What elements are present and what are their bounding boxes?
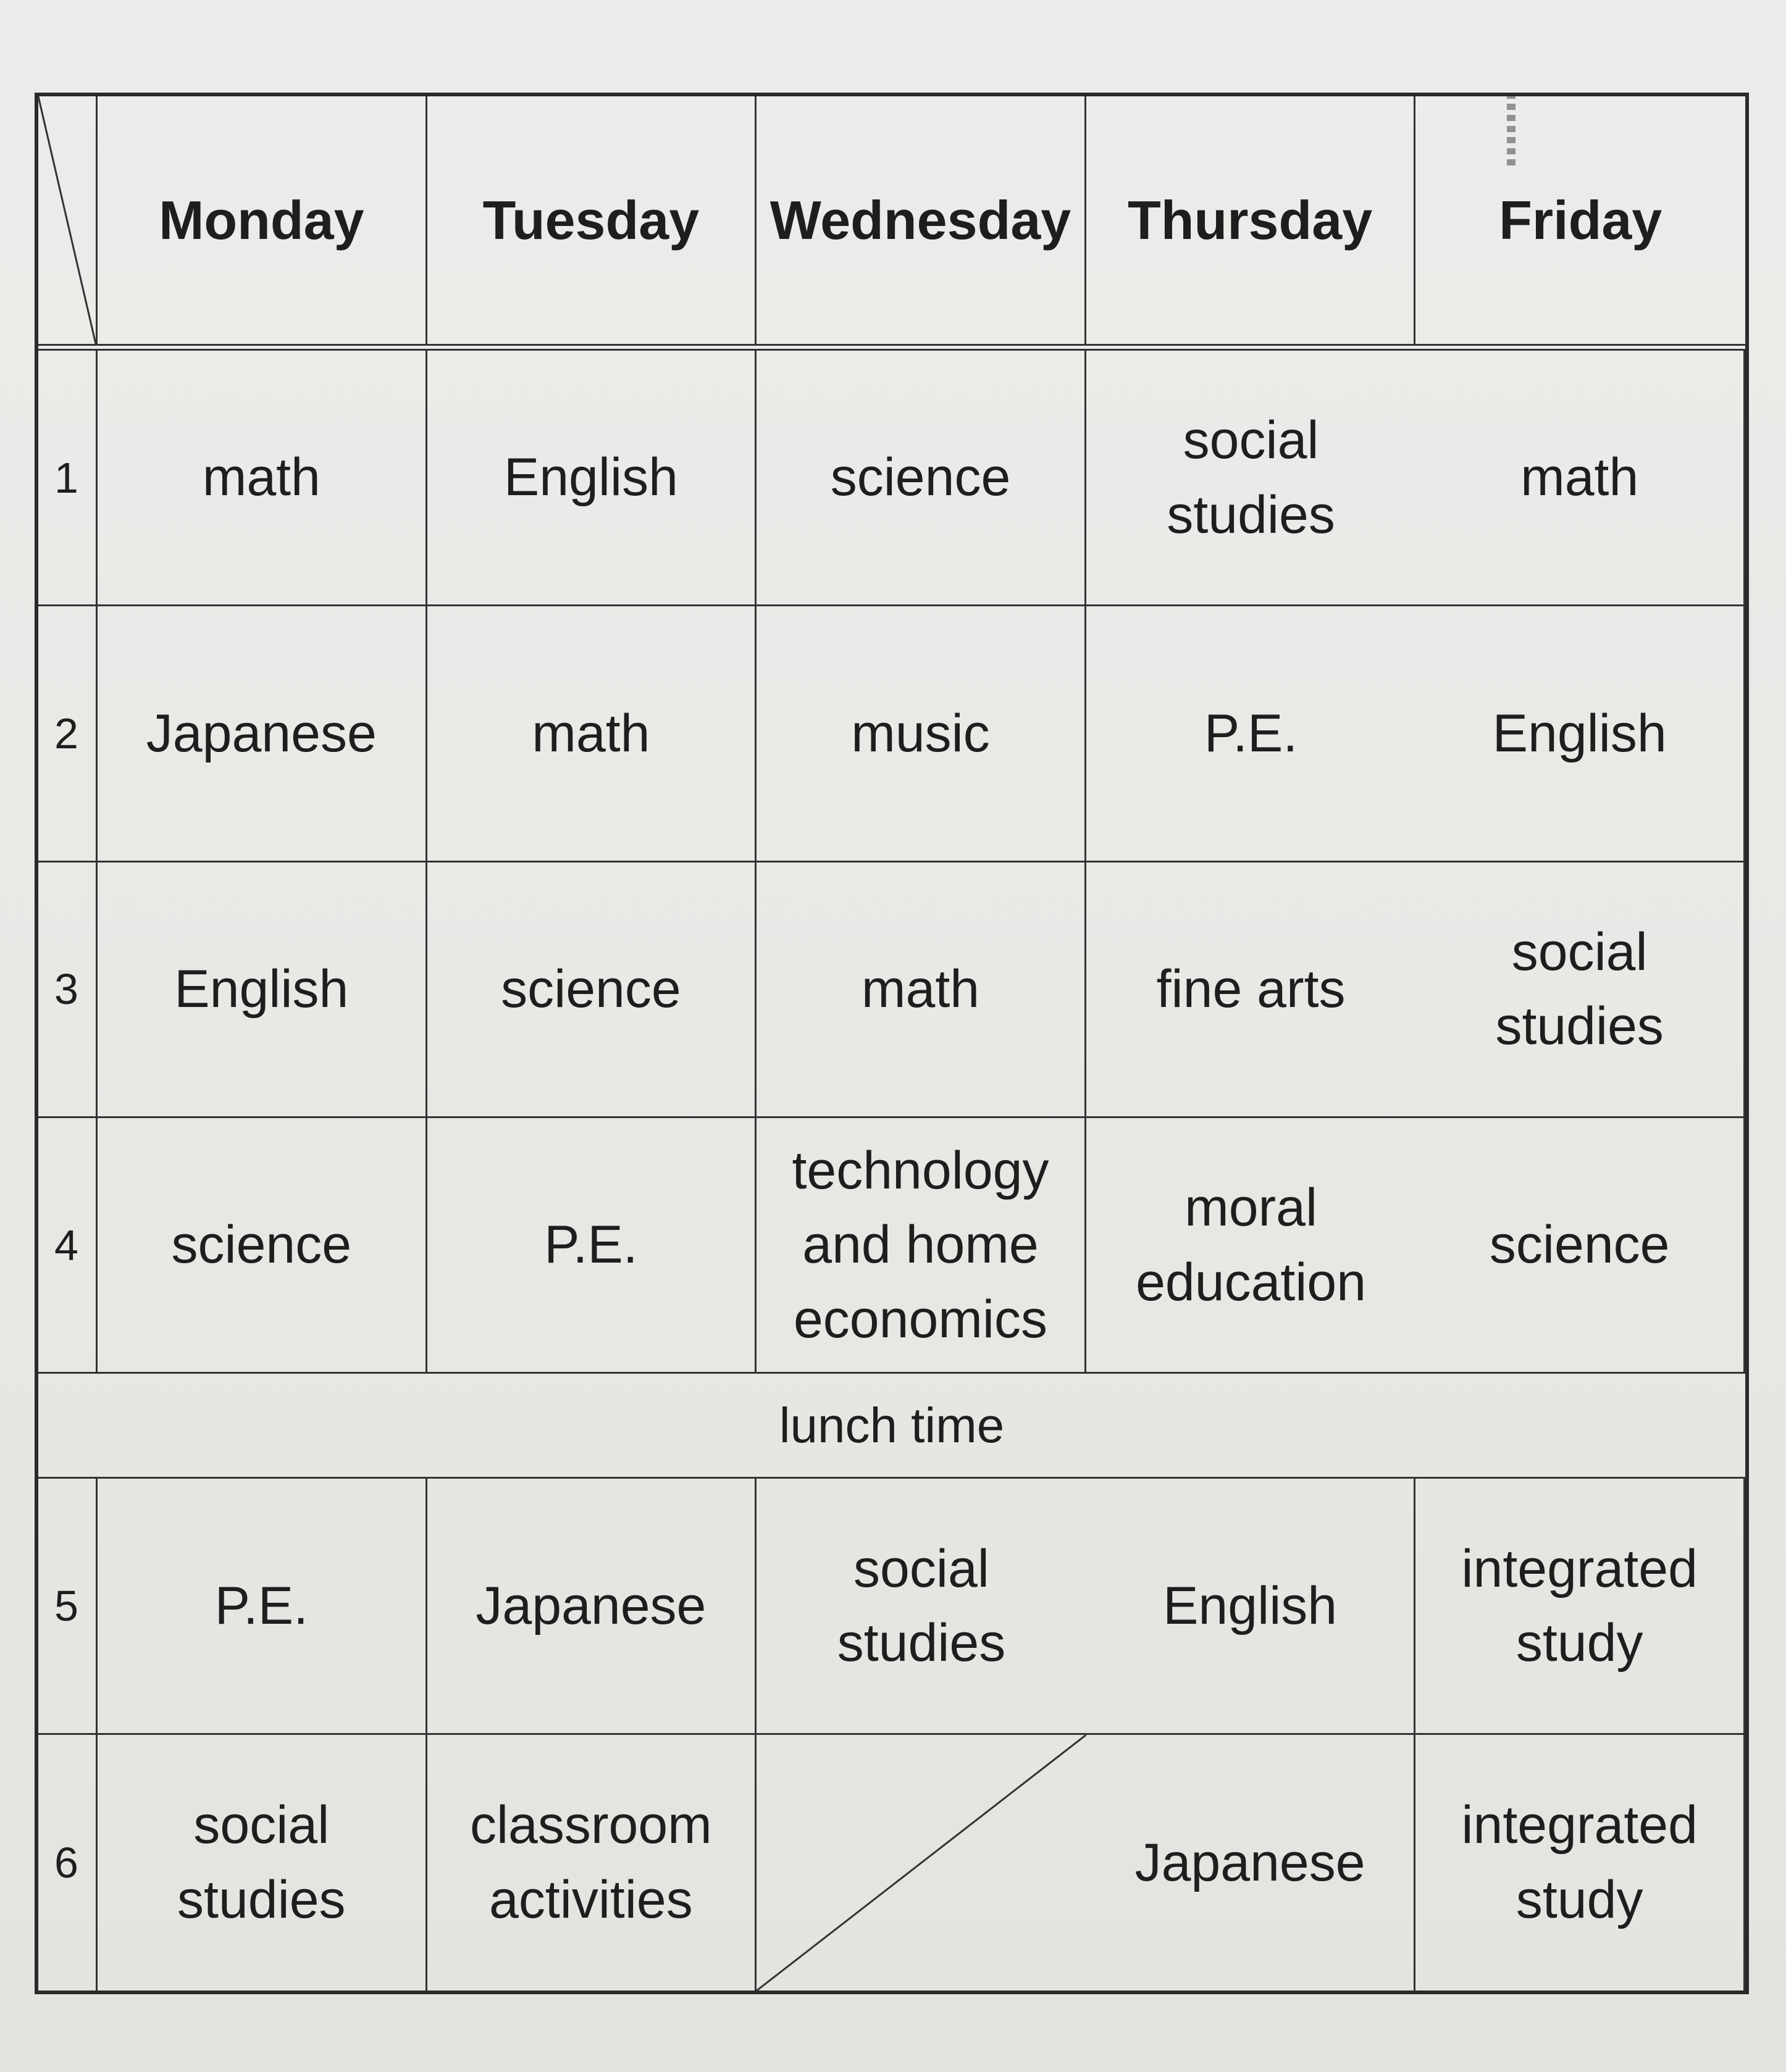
- empty-slot-diagonal: [757, 1735, 1086, 1991]
- class-cell: classroom activities: [427, 1735, 757, 1991]
- class-cell: math: [757, 863, 1086, 1118]
- lunch-row: lunch time: [38, 1374, 1745, 1479]
- class-cell: P.E.: [98, 1479, 427, 1734]
- period-number: 4: [38, 1118, 98, 1374]
- header-wednesday: Wednesday: [757, 96, 1086, 346]
- class-cell: integrated study: [1415, 1735, 1745, 1991]
- class-cell: science: [757, 351, 1086, 606]
- period-number: 3: [38, 863, 98, 1118]
- header-tuesday: Tuesday: [427, 96, 757, 346]
- class-cell: moral education: [1086, 1118, 1416, 1374]
- header-thursday: Thursday: [1086, 96, 1416, 346]
- class-cell: Japanese: [98, 606, 427, 862]
- header-monday: Monday: [98, 96, 427, 346]
- corner-cell: [38, 96, 98, 346]
- class-cell: math: [427, 606, 757, 862]
- class-cell: social studies: [98, 1735, 427, 1991]
- class-cell: English: [1415, 606, 1745, 862]
- class-cell: social studies: [1086, 351, 1416, 606]
- class-cell: P.E.: [1086, 606, 1416, 862]
- period-number: 1: [38, 351, 98, 606]
- empty-class-cell: [757, 1735, 1086, 1991]
- class-cell: integrated study: [1415, 1479, 1745, 1734]
- class-cell: social studies: [1415, 863, 1745, 1118]
- class-cell: Japanese: [1086, 1735, 1416, 1991]
- class-cell: English: [98, 863, 427, 1118]
- corner-diagonal: [38, 96, 96, 344]
- class-cell: fine arts: [1086, 863, 1416, 1118]
- class-timetable: [35, 93, 1749, 1994]
- class-cell: technology and home economics: [757, 1118, 1086, 1374]
- header-double-rule: [38, 346, 1745, 351]
- class-cell: English: [1086, 1479, 1416, 1734]
- class-cell: math: [98, 351, 427, 606]
- header-friday: Friday: [1415, 96, 1745, 346]
- class-cell: science: [1415, 1118, 1745, 1374]
- class-cell: science: [427, 863, 757, 1118]
- period-number: 5: [38, 1479, 98, 1734]
- period-number: 2: [38, 606, 98, 862]
- period-number: 6: [38, 1735, 98, 1991]
- class-cell: English: [427, 351, 757, 606]
- class-cell: music: [757, 606, 1086, 862]
- class-cell: Japanese: [427, 1479, 757, 1734]
- class-cell: social studies: [757, 1479, 1086, 1734]
- class-cell: math: [1415, 351, 1745, 606]
- class-cell: P.E.: [427, 1118, 757, 1374]
- class-cell: science: [98, 1118, 427, 1374]
